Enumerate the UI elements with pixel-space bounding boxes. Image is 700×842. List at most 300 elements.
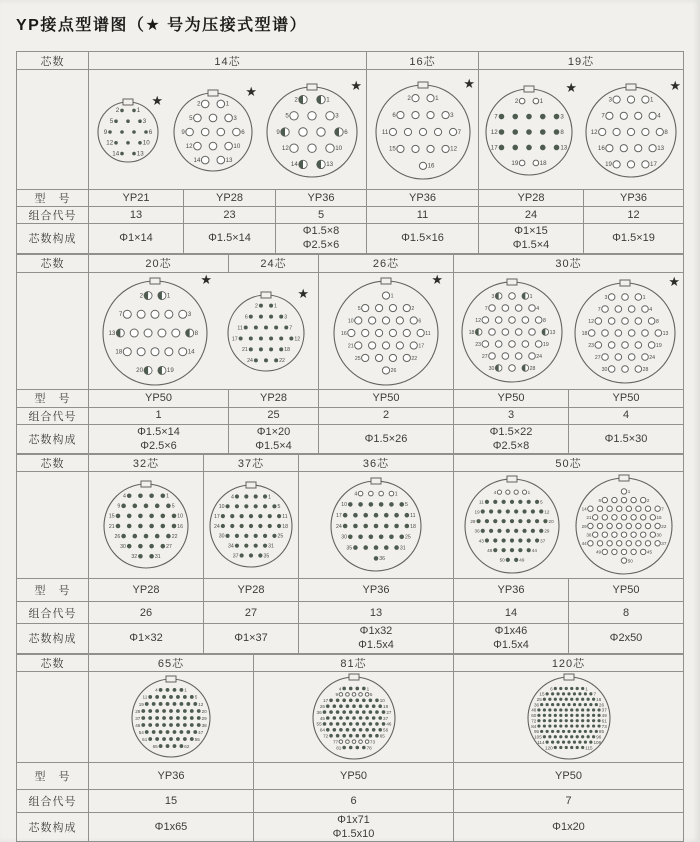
pin-filled [279,336,283,340]
pin-open [508,340,515,347]
pin-open [635,341,642,348]
pin-number: 2 [196,100,200,108]
pin-open [308,111,316,119]
pin-number: 1 [137,106,141,114]
pin-filled [572,740,575,743]
composition-row [17,624,684,654]
pin-open [403,354,410,361]
pin-filled [322,710,326,714]
pin-filled [535,539,539,543]
pin-filled [548,697,551,700]
pin-filled [564,724,567,727]
pin-open [602,532,607,537]
pin-open [641,160,648,167]
pin-filled [542,708,545,711]
pin-filled [126,119,130,123]
pin-open [641,96,648,103]
pin-filled [138,514,143,519]
composition-row [17,424,684,454]
pin-open [326,111,334,119]
pin-number: 25 [405,534,411,541]
keyway-notch [307,84,317,90]
pin-filled [116,514,121,519]
connector-diagram-cell [479,70,684,190]
pin-number: 18 [283,346,290,353]
pin-filled [132,151,136,155]
crimp-star-icon: ★ [151,93,164,108]
core-count-cell: 16芯 [367,52,479,70]
pin-open [217,100,225,108]
model-value: YP36 [89,762,254,789]
pin-open [589,329,596,336]
pin-number: 27 [595,354,602,361]
pin-filled [230,524,234,528]
pin-number: 27 [385,709,391,715]
keyway-notch [166,676,176,682]
connector-diagram-26pin [328,273,444,389]
pin-filled [542,724,545,727]
pin-number: 3 [232,114,237,122]
pin-filled [358,535,363,540]
pin-filled [183,723,187,727]
pin-number: 17 [214,514,220,521]
pin-number: 1 [167,291,171,299]
pin-open [629,329,636,336]
pin-filled [161,514,166,519]
connector-diagram-cell [299,472,454,579]
keyway-notch [524,86,534,92]
pin-filled [352,704,356,708]
pin-open [232,128,240,136]
pin-open [482,316,489,323]
pin-filled [575,746,578,749]
pin-filled [348,722,352,726]
pin-number: 8 [194,329,199,337]
pin-number: 10 [177,513,184,520]
core-count-cell: 14芯 [89,52,367,70]
pin-number: 1 [225,100,229,108]
pin-filled [166,534,171,539]
diagram-row [17,671,684,762]
pin-open [308,144,316,152]
row-label-core-count: 芯数 [17,654,89,671]
pin-number: 11 [381,128,388,136]
pin-filled [592,735,595,738]
pin-filled [575,713,578,716]
pin-number: 37 [661,541,667,547]
pin-number: 9 [180,128,185,136]
pin-filled [522,510,526,514]
pin-filled [405,524,410,529]
pin-filled [272,534,276,538]
row-label-composition: 芯数构成 [17,812,89,842]
pin-filled [193,702,197,706]
pin-filled [564,719,567,722]
pin-filled [559,746,562,749]
composition-row [17,224,684,254]
pin-filled [374,545,379,550]
pin-open [151,310,159,318]
pin-filled [108,130,112,134]
model-value: YP36 [276,190,367,207]
pin-filled [362,710,366,714]
keyway-notch [123,99,133,105]
pin-filled [485,539,489,543]
pin-number: 16 [177,523,184,530]
pin-filled [527,519,531,523]
pin-filled [258,514,262,518]
pin-number: 14 [112,149,120,157]
pin-filled [176,695,180,699]
pin-filled [155,695,159,699]
pin-filled [551,730,554,733]
pin-number: 8 [664,128,668,136]
pin-number: 11 [142,694,148,700]
connector-diagram-cell [89,70,367,190]
pin-number: 31 [268,543,274,550]
pin-filled [138,544,143,549]
pin-open [617,523,622,528]
pin-filled [570,735,573,738]
model-value: YP28 [184,190,276,207]
pin-filled [176,723,180,727]
pin-filled [148,695,152,699]
pin-filled [148,737,152,741]
pin-filled [502,539,506,543]
core-count-row [17,654,684,671]
pin-number: 19 [474,509,480,515]
pin-filled [190,723,194,727]
pin-filled [592,724,595,727]
pin-filled [363,513,368,518]
pin-number: 8 [560,128,565,136]
pin-open [158,329,166,337]
pin-filled [138,554,143,559]
pin-number: 6 [343,128,348,136]
pin-open [137,347,145,355]
pin-filled [570,719,573,722]
crimp-star-icon: ★ [200,272,213,287]
pin-filled [542,735,545,738]
pin-filled [554,129,560,135]
combo-code-row [17,602,684,624]
pin-number: 13 [560,143,568,151]
pin-open [649,341,656,348]
pin-filled [543,519,547,523]
pin-filled [148,716,152,720]
pin-open [650,532,655,537]
pin-filled [553,735,556,738]
pin-open [535,316,542,323]
pin-number: 31 [399,545,406,552]
pin-number: 18 [540,159,547,167]
pin-filled [144,504,149,509]
pin-filled [384,513,389,518]
composition-value: Φ1.5×26 [319,424,454,454]
pin-open [615,353,622,360]
pin-filled [379,502,384,507]
combo-code-value: 12 [584,207,684,224]
pin-filled [274,325,278,329]
pin-number: 3 [608,95,612,103]
composition-value: Φ1.5×19 [584,224,684,254]
pin-number: 1 [584,686,588,692]
pin-filled [355,698,359,702]
pin-open [597,541,602,546]
pin-filled [559,708,562,711]
pin-open [622,317,629,324]
pin-number: 44 [581,541,587,547]
pin-number: 26 [319,703,325,709]
pin-filled [537,708,540,711]
combo-code-value: 27 [204,602,299,624]
pin-filled [263,495,267,499]
pin-number: 25 [536,696,542,702]
pin-filled [248,347,252,351]
pin-number: 84 [530,723,536,729]
pin-filled [518,519,522,523]
pin-filled [518,539,522,543]
connector-diagram-20pin [97,273,213,389]
pin-number: 50 [499,557,505,563]
pin-number: 64 [319,727,325,733]
pin-open [641,498,646,503]
pin-number: 29 [544,528,550,534]
pin-number: 19 [167,366,175,374]
pin-open [649,317,656,324]
model-row [17,762,684,789]
pin-filled [502,500,506,504]
keyway-notch [371,478,381,484]
pin-number: 1 [394,491,398,498]
pin-number: 24 [535,353,542,360]
pin-filled [586,735,589,738]
pin-open [533,160,539,166]
pin-filled [564,708,567,711]
connector-shell [465,479,559,573]
pin-open [426,145,433,152]
pin-open [622,341,629,348]
pin-number: 3 [560,112,565,120]
connector-diagram-81pin [307,672,401,762]
section-4-table [16,654,684,842]
pin-filled [244,495,248,499]
combo-code-value: 13 [89,207,184,224]
pin-open [655,506,660,511]
pin-number: 19 [604,160,612,168]
pin-filled [173,702,177,706]
pin-filled [183,709,187,713]
pin-filled [375,722,379,726]
pin-number: 12 [588,318,595,325]
pin-filled [162,716,166,720]
pin-filled [592,697,595,700]
pin-open [649,112,656,119]
pin-filled [272,504,276,508]
pin-filled [127,494,132,499]
pin-filled [159,744,163,748]
pin-filled [537,719,540,722]
row-label-combo-code: 组合代号 [17,602,89,624]
pin-filled [540,730,543,733]
pin-filled [567,730,570,733]
pin-open [609,365,616,372]
combo-code-value: 25 [229,407,319,424]
pin-open [179,310,187,318]
pin-filled [553,724,556,727]
keyway-notch [619,475,629,481]
pin-filled [263,544,267,548]
pin-number: 55 [316,721,322,727]
pin-open [201,156,209,164]
pin-number: 1 [273,303,277,310]
keyway-notch [564,674,574,680]
pin-number: 5 [405,502,408,509]
pin-filled [358,704,362,708]
pin-filled [339,728,343,732]
pin-filled [114,141,118,145]
pin-open [528,352,535,359]
pin-open [621,515,626,520]
pin-filled [144,130,148,134]
composition-value: Φ1×32 [89,624,204,654]
pin-number: 16 [597,144,605,152]
pin-filled [176,737,180,741]
pin-number: 6 [418,317,422,324]
pin-number: 13 [549,329,556,336]
pin-number: 48 [530,707,536,713]
combo-code-value: 5 [276,207,367,224]
empty-label-cell [17,272,89,389]
pin-filled [513,144,519,150]
pin-number: 17 [231,335,238,342]
pin-number: 28 [642,366,649,373]
pin-number: 9 [335,691,338,697]
pin-open [193,142,201,150]
pin-number: 29 [581,523,587,529]
pin-filled [575,719,578,722]
pin-filled [277,524,281,528]
pin-open [655,329,662,336]
pin-filled [551,740,554,743]
pin-filled [197,709,201,713]
pin-filled [127,544,132,549]
pin-open [645,541,650,546]
keyway-notch [150,278,160,284]
core-count-cell: 65芯 [89,654,254,671]
pin-number: 2 [646,498,650,504]
pin-open [375,304,382,311]
pin-filled [353,524,358,529]
pin-number: 22 [411,355,418,362]
pin-number: 1 [540,97,544,105]
pin-number: 12 [185,142,193,150]
pin-filled [564,735,567,738]
crimp-star-icon: ★ [297,286,309,301]
pin-open [355,317,362,324]
pin-number: 7 [592,691,596,697]
pin-number: 8 [542,317,546,324]
pin-filled [358,716,362,720]
pin-filled [133,504,138,509]
pin-number: 13 [662,330,669,337]
pin-filled [162,723,166,727]
pin-open [358,491,363,496]
connector-diagram-cell [89,472,204,579]
pin-filled [597,708,600,711]
pin-filled [581,735,584,738]
pin-open [358,692,362,696]
pin-open [172,329,180,337]
pin-filled [518,548,522,552]
pin-open [598,128,605,135]
composition-value: Φ1×37 [204,624,299,654]
pin-open [502,328,509,335]
pin-open [620,144,627,151]
pin-filled [374,524,379,529]
pin-open [621,558,626,563]
pin-filled [249,514,253,518]
pin-filled [186,702,190,706]
pin-open [358,740,362,744]
pin-filled [368,734,372,738]
pin-number: 2 [254,303,258,310]
pin-filled [343,524,348,529]
pin-filled [190,709,194,713]
pin-filled [169,709,173,713]
pin-open [535,340,542,347]
crimp-star-icon: ★ [431,272,443,287]
pin-filled [489,510,493,514]
pin-filled [355,734,359,738]
pin-filled [166,730,170,734]
pin-number: 6 [240,128,245,136]
pin-filled [394,524,399,529]
pin-filled [162,737,166,741]
pin-open [522,340,529,347]
pin-number: 9 [103,128,108,136]
pin-filled [583,740,586,743]
pin-filled [363,524,368,529]
pin-filled [254,495,258,499]
pin-number: 1 [627,489,631,495]
pin-number: 120 [544,745,553,751]
pin-filled [510,548,514,552]
pin-number: 2 [515,97,519,105]
pin-filled [575,735,578,738]
pin-filled [159,702,163,706]
pin-filled [133,534,138,539]
pin-filled [329,698,333,702]
pin-number: 48 [487,548,493,554]
pin-filled [518,500,522,504]
pin-number: 13 [108,329,116,337]
pin-filled [540,703,543,706]
pin-number: 22 [661,523,667,529]
pin-open [352,740,356,744]
pin-open [495,316,502,323]
pin-filled [279,347,283,351]
pin-filled [268,524,272,528]
pin-open [369,491,374,496]
pin-filled [559,713,562,716]
pin-open [417,329,424,336]
pin-filled [405,513,410,518]
pin-filled [594,703,597,706]
crimp-star-icon: ★ [669,78,681,93]
pin-number: 36 [316,709,322,715]
pin-number: 14 [193,156,200,164]
